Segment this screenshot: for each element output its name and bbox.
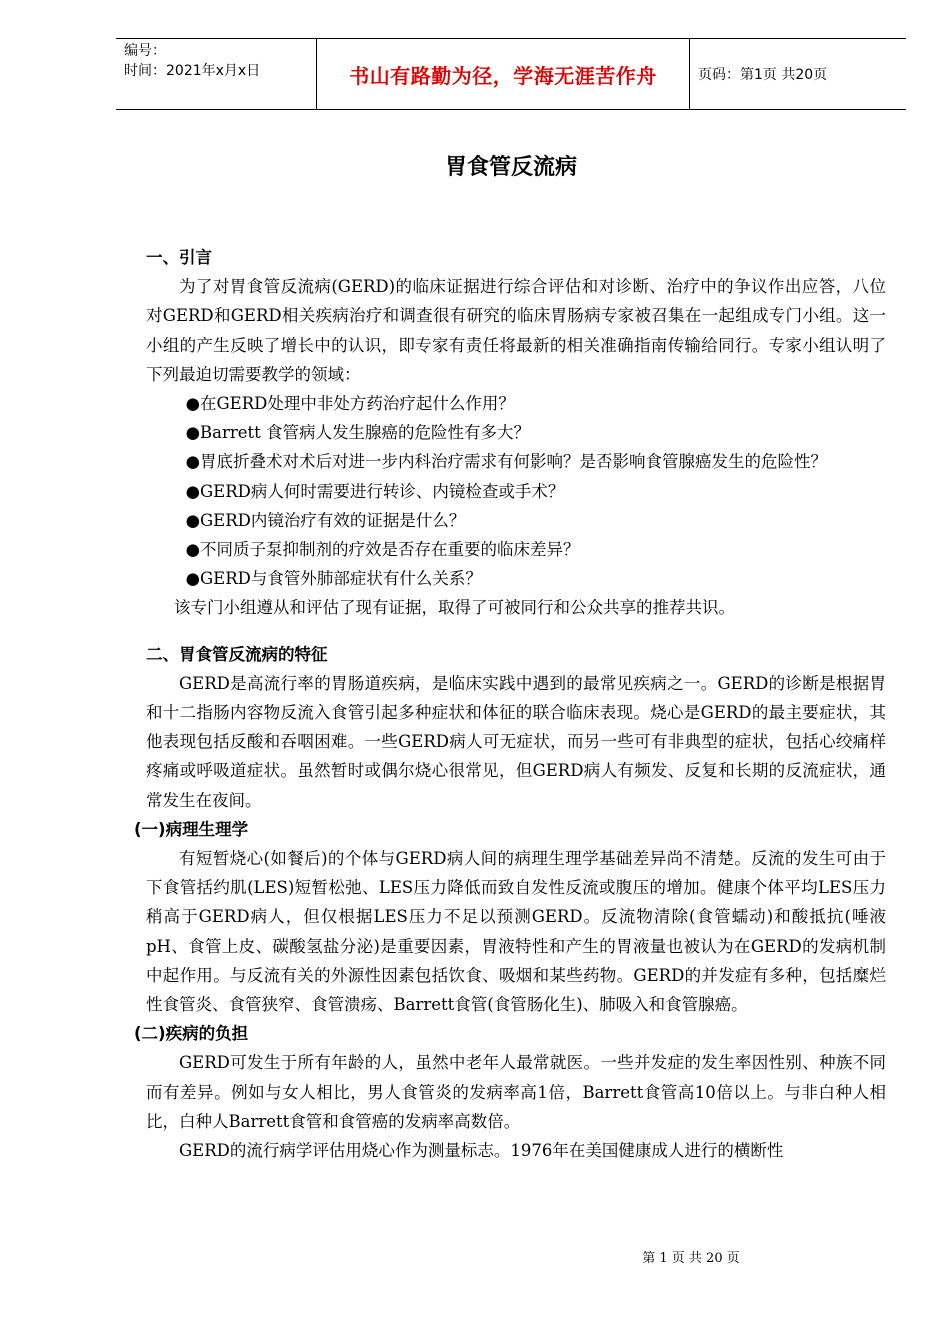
header-table (116, 38, 906, 110)
time-label: 时间：2021年x月x日 (124, 63, 261, 79)
document-body (134, 243, 886, 1165)
document-title: 胃食管反流病 (444, 155, 577, 180)
pathophysiology-paragraph: 有短暂烧心(如餐后)的个体与GERD病人间的病理生理学基础差异尚不清楚。反流的发生可由于下食管括约肌(LES)短暂松弛、LES压力降低而致自发性反流或腹压的增加。健康个体平均LES压力稍高于GERD病人，但仅根据LES压力不足以预测GERD。反流物清除(食管蠕动)和酸抵抗(唾液pH、食管上皮、碳酸氢盐分泌)是重要因素，胃液特性和产生的胃液量也被认为在GERD的发病机制中起作用。与反流有关的外源性因素包括饮食、吸烟和某些药物。GERD的并发症有多种，包括糜烂性食管炎、食管狭窄、食管溃疡、Barrett食管(食管肠化生)、肺吸入和食管腺癌。 (146, 849, 886, 1015)
page-label: 页码：第1页 共20页 (698, 67, 828, 83)
features-paragraph: GERD是高流行率的胃肠道疾病，是临床实践中遇到的最常见疾病之一。GERD的诊断是根据胃和十二指肠内容物反流入食管引起多种症状和体征的联合临床表现。烧心是GERD的最主要症状，其他表现包括反酸和吞咽困难。一些GERD病人可无症状，而另一些可有非典型的症状，包括心绞痛样疼痛或呼吸道症状。虽然暂时或偶尔烧心很常见，但GERD病人有频发、反复和长期的反流症状，通常发生在夜间。 (146, 673, 886, 810)
section-heading-features: 二、胃食管反流病的特征 (146, 644, 328, 664)
intro-closing: 该专门小组遵从和评估了现有证据，取得了可被同行和公众共享的推荐共识。 (174, 598, 736, 618)
page-footer: 第 1 页 共 20 页 (642, 1251, 740, 1266)
intro-paragraph: 为了对胃食管反流病(GERD)的临床证据进行综合评估和对诊断、治疗中的争议作出应答，八位对GERD和GERD相关疾病治疗和调查很有研究的临床胃肠病专家被召集在一起组成专门小组。这一小组的产生反映了增长中的认识，即专家有责任将最新的相关准确指南传输给同行。专家小组认明了下列最迫切需要教学的领域： (146, 277, 886, 384)
burden-paragraph: GERD的流行病学评估用烧心作为测量标志。1976年在美国健康成人进行的横断性 (179, 1141, 784, 1161)
bullet-item: ●GERD病人何时需要进行转诊、内镜检查或手术？ (185, 481, 565, 501)
bullet-item: ●不同质子泵抑制剂的疗效是否存在重要的临床差异？ (185, 540, 580, 560)
burden-paragraph: GERD可发生于所有年龄的人，虽然中老年人最常就医。一些并发症的发生率因性别、种族不同而有差异。例如与女人相比，男人食管炎的发病率高1倍，Barrett食管高10倍以上。与非白种人相比，白种人Barrett食管和食管癌的发病率高数倍。 (146, 1053, 886, 1131)
bullet-item: ●GERD与食管外肺部症状有什么关系？ (185, 569, 482, 589)
header-motto-cell (316, 39, 690, 109)
header-meta (116, 39, 316, 109)
subsection-heading-pathophysiology: (一)病理生理学 (134, 819, 249, 839)
section-heading-intro: 一、引言 (146, 248, 212, 267)
bullet-item: ●Barrett 食管病人发生腺癌的危险性有多大？ (185, 423, 530, 443)
bullet-item: ●胃底折叠术对术后对进一步内科治疗需求有何影响？是否影响食管腺癌发生的危险性？ (185, 452, 827, 472)
motto: 书山有路勤为径，学海无涯苦作舟 (349, 63, 657, 88)
bullet-item: ●GERD内镜治疗有效的证据是什么？ (185, 510, 466, 530)
subsection-heading-burden: (二)疾病的负担 (134, 1024, 249, 1044)
header-page-cell (690, 39, 906, 109)
number-label: 编号： (124, 43, 166, 59)
bullet-item: ●在GERD处理中非处方药治疗起什么作用？ (185, 394, 515, 414)
